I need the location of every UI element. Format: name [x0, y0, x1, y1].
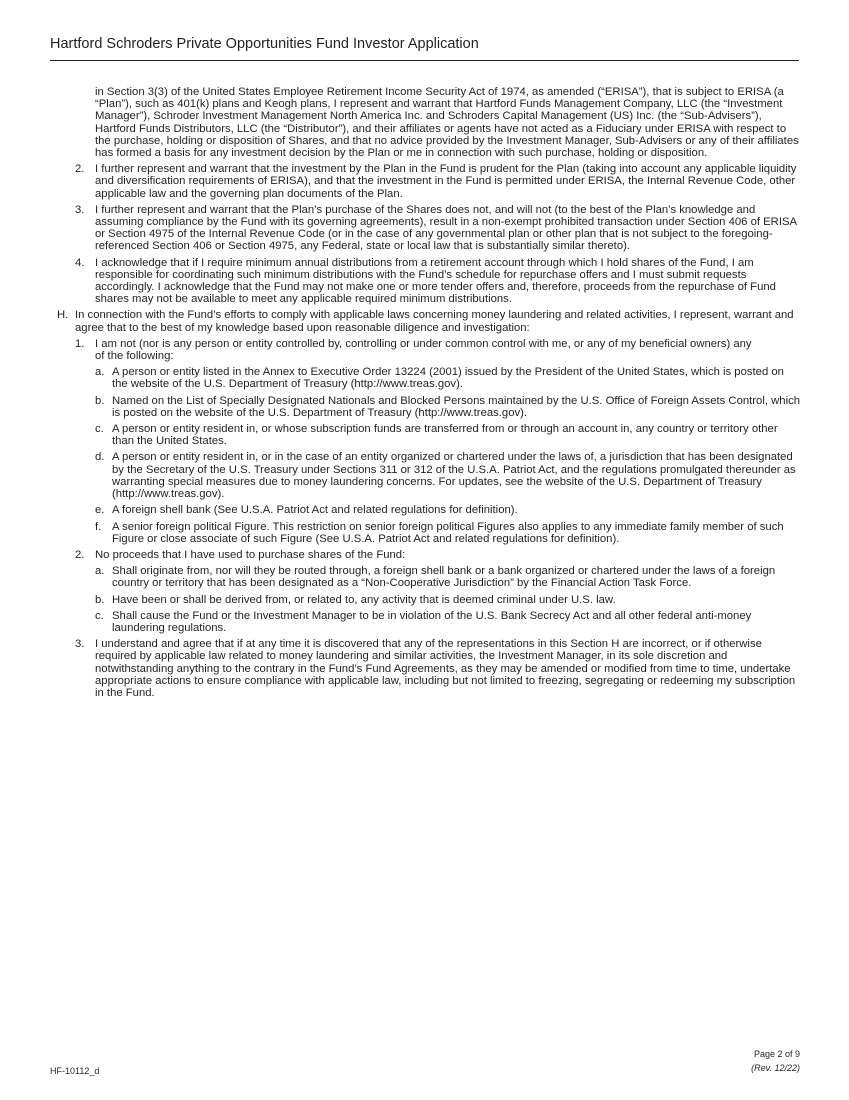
list-item-text: A foreign shell bank (See U.S.A. Patriot Act and related regulations for definition). [112, 504, 518, 517]
list-marker: 2. [75, 163, 85, 176]
form-id: HF-10112_d [50, 1066, 100, 1076]
list-marker: b. [95, 394, 105, 407]
page-title: Hartford Schroders Private Opportunities Fund Investor Application [50, 36, 479, 52]
sub-item-2c [95, 609, 800, 634]
list-item-text: I further represent and warrant that the Plan’s purchase of the Shares does not, and will not (to the best of the Plan’s knowledge and assuming compliance by the Fund with its governing agreements), result in a non-exempt prohibited transaction under Section 406 of ERISA or Section 4975 of the Internal Revenue Code (or in the case of any governmental plan or other plan that is not subject to the foregoing-referenced Section 406 or Section 4975, any Federal, state or local law that is substantially similar thereto). [95, 203, 797, 253]
list-item-text: Shall cause the Fund or the Investment Manager to be in violation of the U.S. Bank Secrecy Act and all other federal anti-money laundering regulations. [112, 609, 752, 634]
section-h [57, 309, 800, 334]
revision-date: (Rev. 12/22) [751, 1063, 800, 1073]
sub-item-1c [95, 423, 800, 448]
document-body [0, 86, 849, 699]
list-marker: 3. [75, 203, 85, 216]
list-item-text: I acknowledge that if I require minimum annual distributions from a retirement account through which I hold shares of the Fund, I am responsible for coordinating such minimum distributions with the Fund’s schedule for repurchase offers and I must submit requests accordingly. I acknowledge that the Fund may not make one or more tender offers and, therefore, proceeds from the repurchase of Fund shares may not be available to meet any applicable required minimum distributions. [95, 256, 776, 306]
sub-item-1f [95, 520, 800, 545]
page-footer [751, 1047, 800, 1075]
list-item-text: A senior foreign political Figure. This restriction on senior foreign political Figures also applies to any immediate family member of such Figure or close associate of such Figure (See U.S.A. Patriot Act and related regulations for definition). [112, 520, 784, 545]
section-g-item-4 [75, 256, 800, 306]
list-item-text: A person or entity resident in, or in the case of an entity organized or chartered under the laws of, a jurisdiction that has been designated by the Secretary of the U.S. Treasury under Sections 311 or 312 of the U.S.A. Patriot Act, and the regulations promulgated thereunder as warranting special measures due to money laundering concerns. For updates, see the website of the U.S. Department of Treasury (http://www.treas.gov). [112, 451, 796, 501]
list-marker: 1. [75, 337, 85, 350]
intro-paragraph: in Section 3(3) of the United States Employee Retirement Income Security Act of 1974, as amended (“ERISA”), that is subject to ERISA (a “Plan”), such as 401(k) plans and Keogh plans, I represent and warrant that Hartford Funds Management Company, LLC (the “Investment Manager”), Schroder Investment Management North America Inc. and Schroders Capital Management (US) Inc. (the “Sub-Advisers”), Hartford Funds Distributors, LLC (the “Distributor”), and their affiliates or agents have not acted as a Fiduciary under ERISA with respect to the purchase, holding or disposition of Shares, and that no advice provided by the Investment Manager, Sub-Advisers or any of their affiliates has formed a basis for any investment decision by the Plan or me in connection with such purchase, holding or disposition. [95, 86, 799, 160]
list-marker: 3. [75, 638, 85, 651]
list-item-text: A person or entity resident in, or whose subscription funds are transferred from or through an account in, any country or territory other than the United States. [112, 423, 778, 448]
sub-item-1b [95, 394, 801, 419]
sub-item-1e [95, 504, 800, 517]
section-h-item-2 [75, 548, 800, 561]
list-item-text: I am not (nor is any person or entity controlled by, controlling or under common control with me, or any of my beneficial owners) any of the following: [95, 337, 752, 363]
list-item-text: A person or entity listed in the Annex to Executive Order 13224 (2001) issued by the President of the United States, which is posted on the website of the U.S. Department of Treasury (http://www.treas.gov). [112, 366, 784, 391]
list-item-text: I understand and agree that if at any time it is discovered that any of the representations in this Section H are incorrect, or if otherwise required by applicable law related to money laundering and similar activities, the Investment Manager, in its sole discretion and notwithstanding anything to the contrary in the Fund’s Fund Agreements, as they may be amended or modified from time to time, undertake appropriate actions to ensure compliance with applicable law, including but not limited to freezing, segregating or redeeming my subscription in the Fund. [95, 638, 796, 699]
list-marker: a. [95, 366, 105, 379]
section-marker: H. [57, 309, 69, 322]
sub-item-2b [95, 593, 800, 606]
list-marker: 2. [75, 548, 85, 561]
list-item-text: No proceeds that I have used to purchase shares of the Fund: [95, 548, 406, 561]
section-g-item-2 [75, 163, 800, 200]
list-item-text: Shall originate from, nor will they be routed through, a foreign shell bank or a bank organized or chartered under the laws of a foreign country or territory that has been designated as a “Non-Cooperative Jurisdiction” by the Financial Action Task Force. [112, 565, 776, 590]
page-header [50, 36, 799, 61]
list-marker: b. [95, 593, 105, 606]
list-marker: a. [95, 565, 105, 578]
sub-item-1a [95, 366, 800, 391]
section-h-text: In connection with the Fund’s efforts to comply with applicable laws concerning money laundering and related activities, I represent, warrant and agree that to the best of my knowledge based upon reasonable diligence and investigation: [75, 309, 794, 334]
page-number: Page 2 of 9 [753, 1049, 800, 1059]
list-item-text: Named on the List of Specially Designated Nationals and Blocked Persons maintained by the U.S. Office of Foreign Assets Control, which is posted on the website of the U.S. Department of Treasury (http://www.treas.gov). [112, 394, 801, 419]
section-g-item-3 [75, 203, 800, 253]
section-h-item-1 [75, 337, 755, 363]
list-marker: c. [95, 423, 104, 436]
sub-item-1d [95, 451, 800, 501]
section-h-item-3 [75, 638, 800, 699]
list-item-text: Have been or shall be derived from, or related to, any activity that is deemed criminal under U.S. law. [112, 593, 616, 606]
list-marker: d. [95, 451, 105, 464]
sub-item-2a [95, 565, 800, 590]
list-marker: f. [95, 520, 102, 533]
list-marker: e. [95, 504, 105, 517]
list-item-text: I further represent and warrant that the investment by the Plan in the Fund is prudent for the Plan (taking into account any applicable liquidity and diversification requirements of ERISA), and that the investment in the Fund is permitted under ERISA, the Internal Revenue Code, other applicable law and the governing plan documents of the Plan. [95, 163, 797, 200]
list-marker: 4. [75, 256, 85, 269]
list-marker: c. [95, 609, 104, 622]
